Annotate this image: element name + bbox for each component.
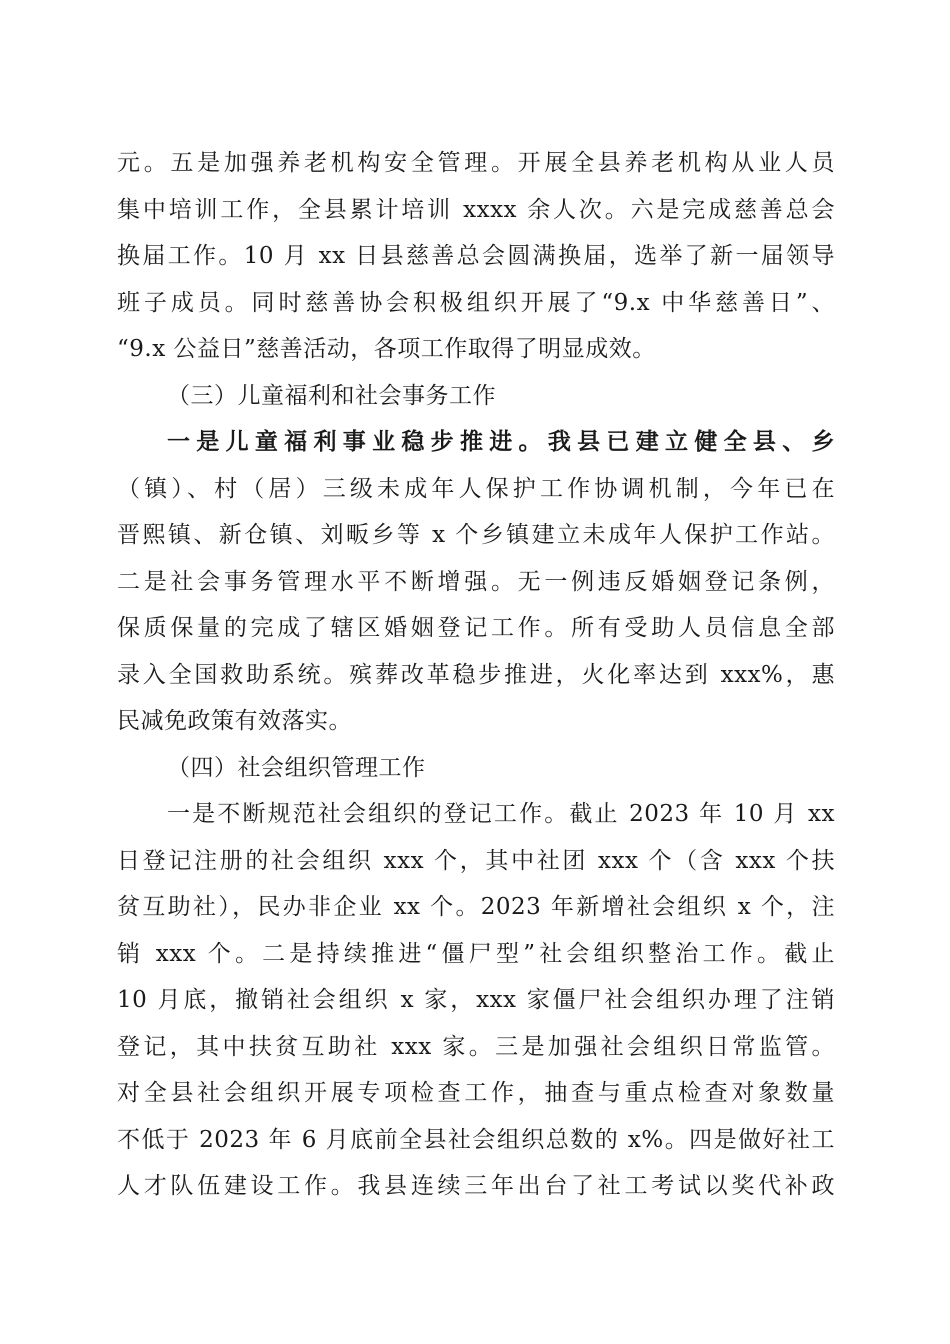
text-line: 集中培训工作，全县累计培训 xxxx 余人次。六是完成慈善总会	[117, 196, 835, 223]
section-heading-4: （四）社会组织管理工作	[167, 754, 426, 781]
text-line: 登记，其中扶贫互助社 xxx 家。三是加强社会组织日常监管。	[117, 1033, 835, 1060]
text-line: 元。五是加强养老机构安全管理。开展全县养老机构从业人员	[117, 150, 835, 176]
text-line: 日登记注册的社会组织 xxx 个，其中社团 xxx 个（含 xxx 个扶	[117, 847, 835, 874]
text-line: 一是儿童福利事业稳步推进。我县已建立健全县、乡	[167, 428, 835, 455]
text-line: 不低于 2023 年 6 月底前全县社会组织总数的 x%。四是做好社工	[117, 1126, 835, 1153]
text-line: （镇）、村（居）三级未成年人保护工作协调机制，今年已在	[117, 475, 835, 502]
text-line: 贫互助社），民办非企业 xx 个。2023 年新增社会组织 x 个，注	[117, 894, 835, 920]
text-line: 晋熙镇、新仓镇、刘畈乡等 x 个乡镇建立未成年人保护工作站。	[117, 522, 835, 548]
text-line: 保质保量的完成了辖区婚姻登记工作。所有受助人员信息全部	[117, 615, 835, 641]
text-line: 换届工作。10 月 xx 日县慈善总会圆满换届，选举了新一届领导	[117, 243, 835, 269]
text-line: 10 月底，撤销社会组织 x 家，xxx 家僵尸社会组织办理了注销	[117, 987, 835, 1013]
text-line: 对全县社会组织开展专项检查工作，抽查与重点检查对象数量	[117, 1080, 835, 1106]
text-line: 二是社会事务管理水平不断增强。无一例违反婚姻登记条例，	[117, 568, 835, 595]
text-line: 一是不断规范社会组织的登记工作。截止 2023 年 10 月 xx	[167, 801, 835, 827]
text-line: 班子成员。同时慈善协会积极组织开展了“9.x 中华慈善日”、	[117, 289, 835, 316]
text-line: 销 xxx 个。二是持续推进“僵尸型”社会组织整治工作。截止	[117, 940, 835, 967]
text-line: 民减免政策有效落实。	[117, 708, 352, 734]
text-line: “9.x 公益日”慈善活动，各项工作取得了明显成效。	[117, 336, 656, 362]
section-heading-3: （三）儿童福利和社会事务工作	[167, 382, 496, 409]
text-line: 录入全国救助系统。殡葬改革稳步推进，火化率达到 xxx%，惠	[117, 661, 835, 688]
text-line: 人才队伍建设工作。我县连续三年出台了社工考试以奖代补政	[117, 1173, 835, 1199]
body-text	[117, 140, 835, 1210]
